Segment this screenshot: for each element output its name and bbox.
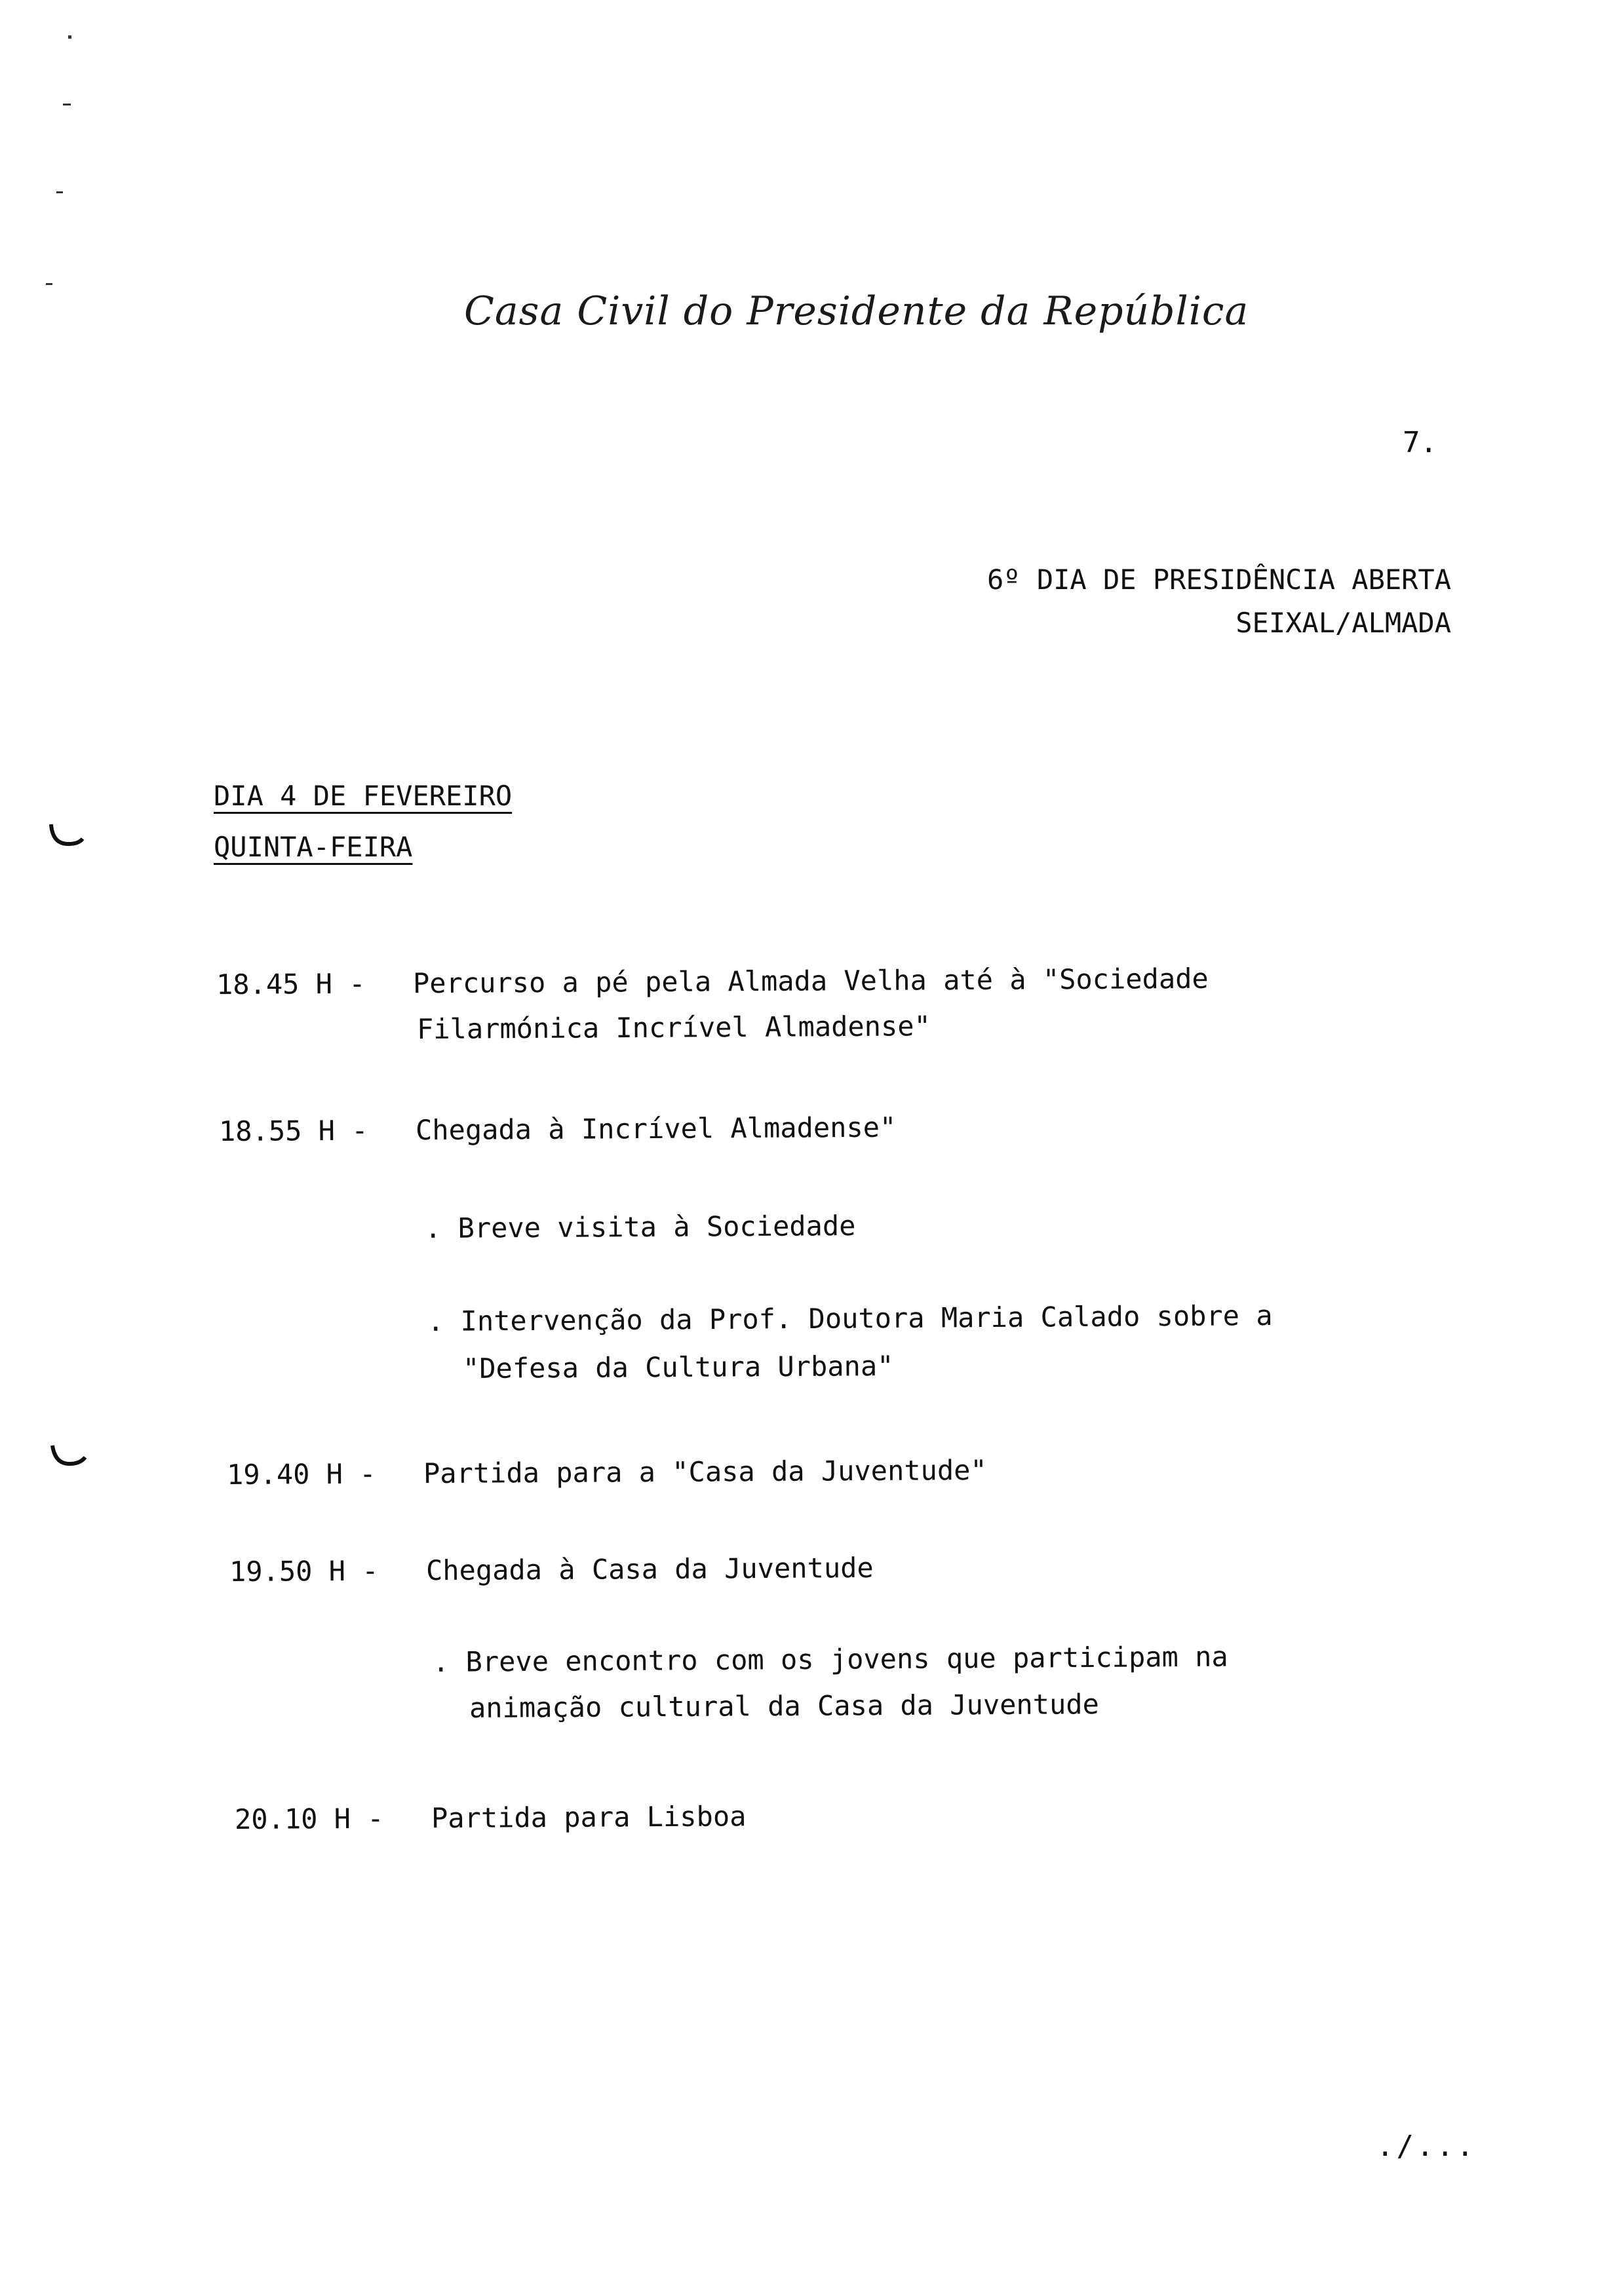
schedule-bullet-continuation: animação cultural da Casa da Juventude — [469, 1688, 1100, 1724]
continuation-marker: ./... — [1376, 2130, 1477, 2163]
schedule-entry — [229, 1552, 874, 1588]
page-number: 7. — [1403, 426, 1437, 459]
schedule-entry — [235, 1800, 747, 1835]
scan-speck — [63, 104, 71, 105]
schedule-time: 19.50 H - — [229, 1554, 379, 1588]
scan-speck — [56, 191, 63, 193]
schedule-text: Partida para a "Casa da Juventude" — [423, 1453, 987, 1490]
heading-title: 6º DIA DE PRESIDÊNCIA ABERTA — [986, 564, 1451, 596]
binding-mark — [49, 822, 85, 848]
schedule-bullet-continuation: "Defesa da Cultura Urbana" — [462, 1349, 894, 1385]
schedule-entry — [219, 1111, 897, 1147]
date-line: DIA 4 DE FEVEREIRO — [214, 780, 513, 812]
schedule-bullet: . Breve visita à Sociedade — [424, 1209, 856, 1244]
scan-speck — [46, 283, 52, 285]
schedule-text: Partida para Lisboa — [431, 1800, 747, 1835]
schedule-text-continuation: Filarmónica Incrível Almadense" — [416, 1010, 931, 1045]
schedule-time: 20.10 H - — [234, 1802, 384, 1835]
weekday-line: QUINTA-FEIRA — [214, 831, 413, 863]
scan-speck — [68, 35, 71, 39]
schedule-time: 18.45 H - — [216, 967, 366, 1001]
schedule-entry — [216, 963, 1209, 1001]
schedule-bullet: . Intervenção da Prof. Doutora Maria Calado sobre a — [427, 1299, 1273, 1337]
schedule-time: 19.40 H - — [226, 1457, 376, 1491]
schedule-time: 18.55 H - — [218, 1114, 368, 1147]
schedule-entry — [227, 1454, 987, 1491]
schedule-text: Percurso a pé pela Almada Velha até à "Sociedade — [412, 962, 1209, 1000]
letterhead: Casa Civil do Presidente da República — [464, 288, 1249, 334]
schedule-text: Chegada à Casa da Juventude — [425, 1551, 874, 1587]
schedule-text: Chegada à Incrível Almadense" — [415, 1111, 897, 1147]
binding-mark — [50, 1443, 87, 1469]
heading-location: SEIXAL/ALMADA — [1236, 607, 1451, 639]
schedule-bullet: . Breve encontro com os jovens que participam na — [432, 1640, 1228, 1678]
